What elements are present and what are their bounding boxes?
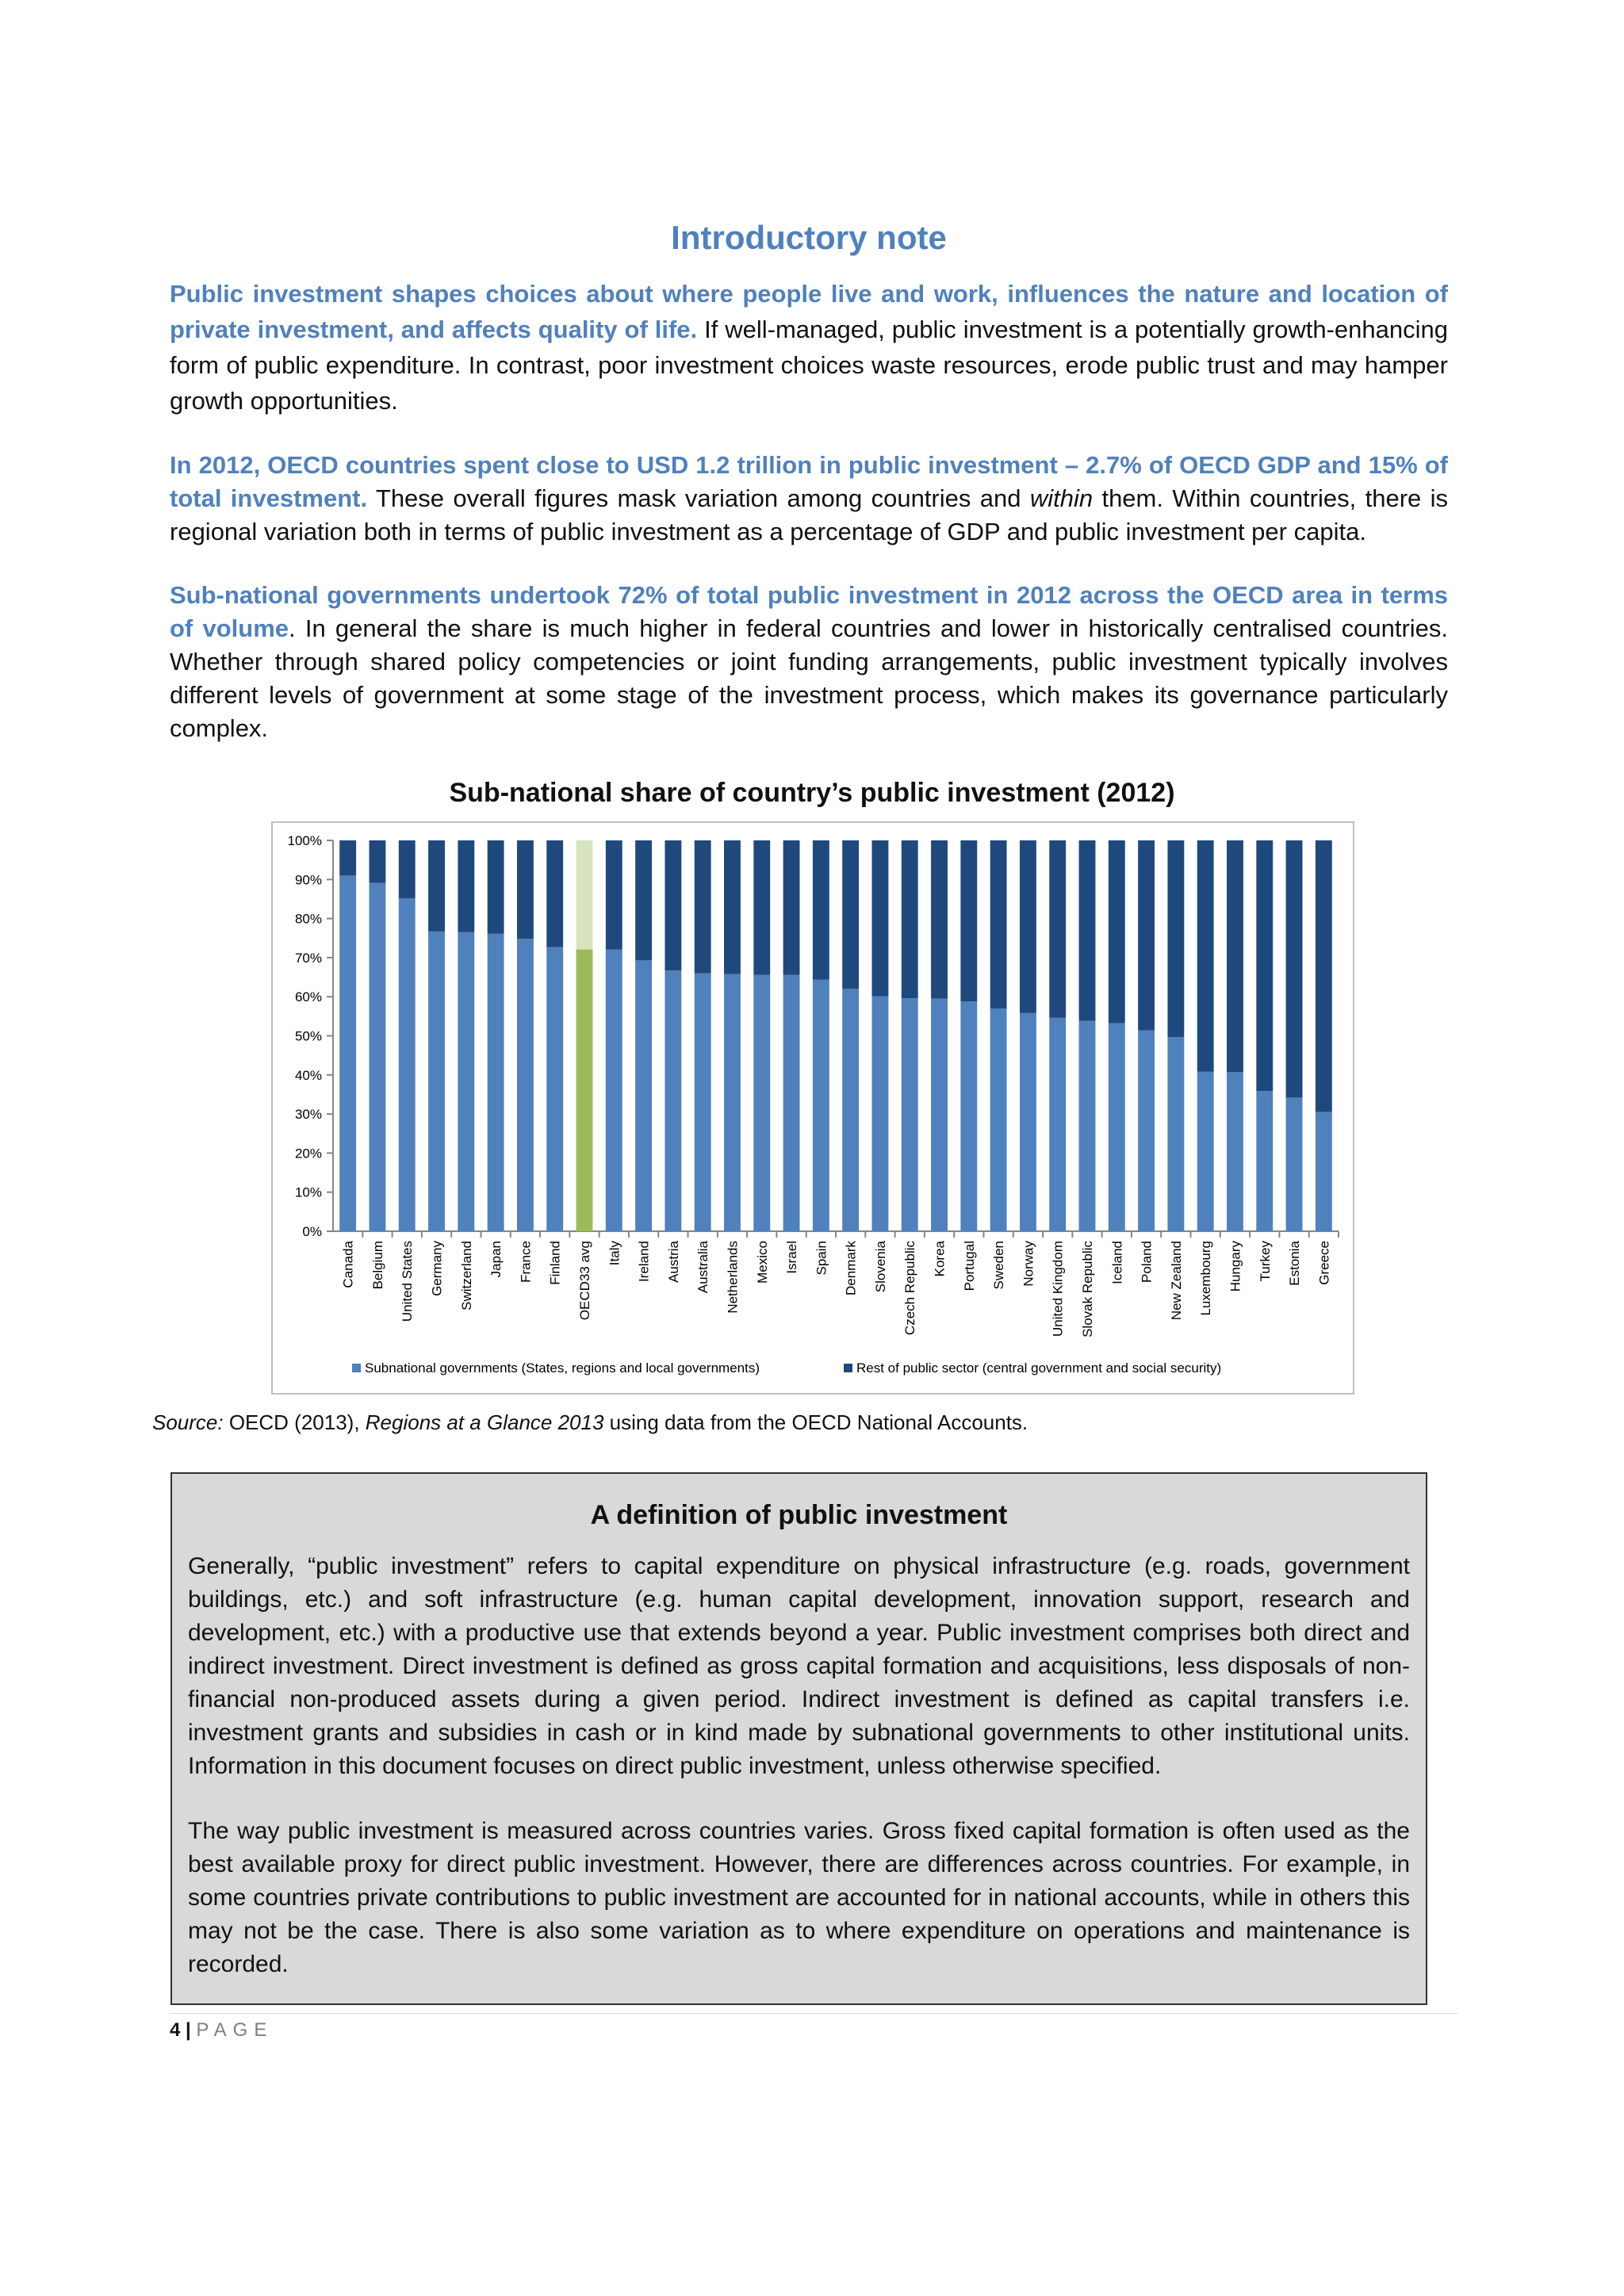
bar-rest-turkey: [1256, 840, 1273, 1091]
bar-rest-korea: [931, 840, 948, 999]
bar-rest-oecd33-avg: [576, 840, 593, 950]
x-tick-label: Switzerland: [458, 1241, 474, 1311]
paragraph-1: [170, 276, 1448, 419]
bar-rest-germany: [428, 840, 445, 932]
y-tick-label: 60%: [294, 989, 322, 1005]
x-tick-label: Slovenia: [872, 1241, 888, 1293]
y-tick-label: 20%: [294, 1146, 322, 1161]
bar-rest-belgium: [369, 840, 385, 883]
bar-rest-switzerland: [458, 840, 474, 932]
x-tick-label: Netherlands: [725, 1241, 741, 1314]
bar-subnational-australia: [695, 974, 711, 1231]
y-tick-label: 80%: [294, 911, 322, 927]
bar-subnational-hungary: [1227, 1072, 1243, 1231]
x-tick-label: Greece: [1316, 1241, 1332, 1285]
bar-subnational-italy: [606, 950, 622, 1231]
bar-rest-netherlands: [724, 840, 741, 974]
y-tick-label: 40%: [294, 1067, 322, 1083]
x-tick-label: Czech Republic: [902, 1241, 918, 1336]
bar-rest-canada: [339, 840, 356, 875]
bar-rest-mexico: [753, 840, 770, 975]
x-tick-label: Israel: [784, 1241, 800, 1274]
source-title: Regions at a Glance 2013: [365, 1410, 604, 1434]
x-tick-label: Poland: [1139, 1241, 1155, 1283]
bar-subnational-czech-republic: [902, 998, 918, 1231]
page-title: Introductory note: [671, 219, 947, 256]
bar-subnational-finland: [546, 947, 563, 1231]
bar-subnational-estonia: [1286, 1097, 1303, 1231]
footer-divider: [170, 2013, 1458, 2014]
bar-rest-sweden: [990, 840, 1007, 1008]
x-tick-label: Estonia: [1287, 1241, 1303, 1286]
legend-swatch: [844, 1364, 852, 1372]
x-tick-label: Korea: [932, 1241, 948, 1277]
x-tick-label: Germany: [429, 1241, 445, 1296]
bar-subnational-mexico: [753, 975, 770, 1231]
bar-subnational-oecd33-avg: [576, 950, 593, 1231]
bar-rest-ireland: [635, 840, 652, 960]
y-tick-label: 100%: [287, 833, 322, 848]
bar-rest-poland: [1138, 840, 1155, 1031]
legend-label: Rest of public sector (central government and social security): [856, 1360, 1222, 1376]
y-tick-label: 50%: [294, 1028, 322, 1044]
stacked-bar-chart: [273, 823, 1353, 1393]
x-tick-label: Mexico: [754, 1241, 770, 1284]
bar-rest-austria: [665, 840, 681, 970]
bar-rest-spain: [813, 840, 829, 980]
y-tick-label: 0%: [302, 1224, 322, 1239]
paragraph-3: [170, 579, 1448, 745]
x-tick-label: Italy: [607, 1241, 622, 1266]
y-tick-label: 70%: [294, 950, 322, 966]
definition-paragraph-1: Generally, “public investment” refers to capital expenditure on physical infrastructure (e.g. roads, government buildings, etc.) and soft infrastructure (e.g. human capital development, innovation support, research and development, etc.) with a productive use that extends beyond a year. Public investment comprises both direct and indirect investment. Direct investment is defined as gross capital formation and acquisitions, less disposals of non-financial non-produced assets during a given period. Indirect investment is defined as capital transfers i.e. investment grants and subsidies in cash or in kind made by subnational governments to other institutional units. Information in this document focuses on direct public investment, unless otherwise specified.: [188, 1553, 1410, 1779]
bar-subnational-belgium: [369, 883, 385, 1231]
paragraph-3-text: . In general the share is much higher in federal countries and lower in historically centralised countries. Whether through shared policy competencies or joint funding arrangements, public investment typically involves different levels of government at some stage of the investment process, which makes its governance particularly complex.: [170, 614, 1449, 742]
bar-subnational-slovenia: [871, 997, 888, 1231]
page-footer: [170, 2019, 1448, 2042]
bar-rest-italy: [606, 840, 622, 950]
bar-rest-estonia: [1286, 840, 1303, 1097]
bar-subnational-germany: [428, 932, 445, 1231]
x-tick-label: Ireland: [636, 1241, 652, 1282]
paragraph-2-text: These overall figures mask variation among countries and: [367, 484, 1030, 512]
paragraph-2-highlight: In 2012, OECD countries spent close to USD 1.2 trillion in public investment – 2.7% of OECD GDP and 15% of total investment.: [170, 451, 1448, 512]
x-tick-label: Australia: [695, 1241, 711, 1294]
bar-subnational-switzerland: [458, 932, 474, 1231]
x-tick-label: Portugal: [961, 1241, 977, 1292]
x-tick-label: Hungary: [1228, 1241, 1243, 1292]
definition-box: [170, 1472, 1427, 2005]
paragraph-1-text: If well-managed, public investment is a potentially growth-enhancing form of public expenditure. In contrast, poor investment choices waste resources, erode public trust and may hamper growth opportunities.: [170, 316, 1448, 415]
page-number: 4: [170, 2019, 181, 2041]
paragraph-3-highlight: Sub-national governments undertook 72% of total public investment in 2012 across the OECD area in terms of volume: [170, 581, 1448, 642]
source-text: OECD (2013),: [223, 1410, 366, 1434]
bar-rest-japan: [488, 840, 504, 934]
y-tick-label: 10%: [294, 1184, 322, 1200]
bar-rest-slovak-republic: [1079, 840, 1096, 1021]
bar-rest-norway: [1020, 840, 1036, 1013]
bar-subnational-canada: [339, 875, 356, 1231]
bar-rest-australia: [695, 840, 711, 974]
x-tick-label: New Zealand: [1168, 1241, 1184, 1321]
bar-rest-slovenia: [871, 840, 888, 997]
chart-frame: [271, 821, 1354, 1395]
x-tick-label: OECD33 avg: [577, 1241, 592, 1321]
bar-subnational-denmark: [842, 989, 859, 1231]
definition-paragraph-2: The way public investment is measured across countries varies. Gross fixed capital formation is often used as the best available proxy for direct public investment. However, there are differences across countries. For example, in some countries private contributions to public investment are accounted for in national accounts, while in others this may not be the case. There is also some variation as to where expenditure on operations and maintenance is recorded.: [188, 1818, 1410, 1977]
x-tick-label: Belgium: [370, 1241, 385, 1290]
bar-subnational-korea: [931, 999, 948, 1231]
x-tick-label: Japan: [488, 1241, 504, 1278]
bar-subnational-ireland: [635, 960, 652, 1231]
x-tick-label: Denmark: [843, 1241, 859, 1295]
x-tick-label: Slovak Republic: [1080, 1241, 1095, 1337]
paragraph-2: [170, 449, 1448, 549]
page-label: PAGE: [196, 2019, 274, 2041]
legend-label: Subnational governments (States, regions and local governments): [365, 1360, 760, 1376]
x-tick-label: Spain: [814, 1241, 829, 1276]
x-tick-label: Luxembourg: [1198, 1241, 1214, 1316]
bar-rest-israel: [783, 840, 800, 975]
bar-rest-united-states: [399, 840, 416, 898]
legend-swatch: [352, 1364, 361, 1372]
x-tick-label: Turkey: [1257, 1241, 1273, 1282]
y-tick-label: 30%: [294, 1107, 322, 1123]
bar-subnational-united-states: [399, 898, 416, 1231]
x-tick-label: Sweden: [991, 1241, 1007, 1290]
bar-subnational-austria: [665, 970, 681, 1231]
bar-subnational-sweden: [990, 1008, 1007, 1231]
bar-subnational-luxembourg: [1197, 1072, 1214, 1231]
bar-subnational-iceland: [1109, 1024, 1125, 1231]
paragraph-2-italic: within: [1029, 484, 1094, 512]
definition-title: A definition of public investment: [590, 1500, 1008, 1530]
bar-rest-portugal: [960, 840, 977, 1001]
x-tick-label: France: [518, 1241, 534, 1283]
y-tick-label: 90%: [294, 872, 322, 888]
bar-rest-luxembourg: [1197, 840, 1214, 1072]
bar-subnational-new-zealand: [1167, 1037, 1184, 1231]
bar-rest-denmark: [842, 840, 859, 989]
x-tick-label: United States: [400, 1241, 416, 1322]
bar-subnational-japan: [488, 934, 504, 1231]
paragraph-1-highlight: Public investment shapes choices about where people live and work, influences the nature and location of private investment, and affects quality of life.: [170, 280, 1448, 343]
bar-subnational-portugal: [960, 1001, 977, 1231]
page: [152, 0, 1449, 2090]
bar-rest-united-kingdom: [1049, 840, 1066, 1018]
bar-subnational-united-kingdom: [1049, 1018, 1066, 1231]
bar-subnational-norway: [1020, 1013, 1036, 1231]
bar-subnational-france: [517, 939, 534, 1231]
x-tick-label: United Kingdom: [1050, 1241, 1066, 1337]
bar-subnational-greece: [1316, 1112, 1332, 1231]
bar-rest-new-zealand: [1167, 840, 1184, 1037]
bar-rest-greece: [1316, 840, 1332, 1112]
bar-subnational-israel: [783, 975, 800, 1231]
x-tick-label: Canada: [340, 1241, 356, 1288]
source-note: [152, 1409, 1448, 1436]
bar-subnational-turkey: [1256, 1091, 1273, 1231]
x-tick-label: Iceland: [1109, 1241, 1125, 1284]
bar-subnational-netherlands: [724, 974, 741, 1231]
source-label: Source:: [152, 1410, 224, 1434]
footer-separator: |: [180, 2019, 197, 2041]
bar-rest-iceland: [1109, 840, 1125, 1024]
bar-rest-hungary: [1227, 840, 1243, 1072]
bar-subnational-spain: [813, 980, 829, 1231]
bar-subnational-poland: [1138, 1031, 1155, 1231]
bar-rest-finland: [546, 840, 563, 947]
bar-rest-czech-republic: [902, 840, 918, 998]
source-text-end: using data from the OECD National Accounts.: [603, 1410, 1028, 1434]
bar-subnational-slovak-republic: [1079, 1021, 1096, 1231]
x-tick-label: Finland: [547, 1241, 563, 1285]
bar-rest-france: [517, 840, 534, 939]
paragraph-2-text-end: them. Within countries, there is regional variation both in terms of public investment as a percentage of GDP and public investment per capita.: [170, 484, 1448, 545]
x-tick-label: Norway: [1021, 1241, 1036, 1287]
chart-title: Sub-national share of country’s public investment (2012): [449, 778, 1175, 808]
x-tick-label: Austria: [665, 1241, 681, 1283]
